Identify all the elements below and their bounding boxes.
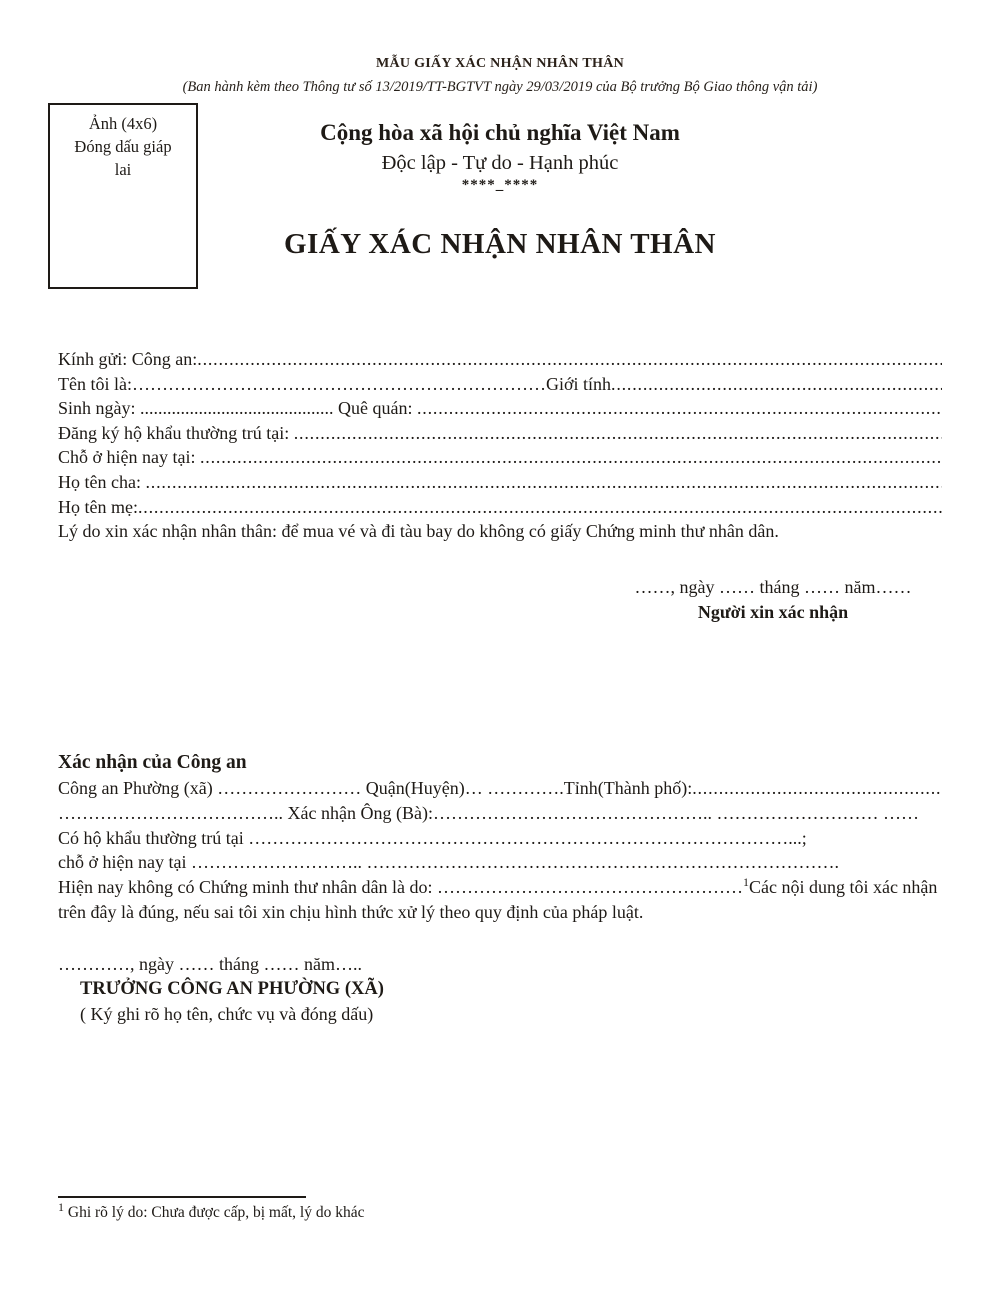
- hometown-blank-line: [417, 396, 942, 421]
- mother-name-blank-line: [138, 495, 942, 520]
- mother-name-label: Họ tên mẹ:: [58, 496, 138, 517]
- field-father-name: [58, 470, 942, 495]
- document-title: GIẤY XÁC NHẬN NHÂN THÂN: [283, 228, 716, 260]
- no-id-reason-text: Hiện nay không có Chứng minh thư nhân dân là do: ……………………………………………: [58, 876, 743, 897]
- police-unit-line: [58, 776, 942, 801]
- field-mother-name: [58, 495, 942, 520]
- field-name-gender: [58, 372, 942, 397]
- no-id-reason-paragraph: [58, 875, 942, 926]
- signature-instruction-note: ( Ký ghi rõ họ tên, chức vụ và đóng dấu): [80, 1003, 374, 1024]
- police-unit-text: Công an Phường (xã) …………………… Quận(Huyện)… ………….Tỉnh(Thành phố):: [58, 777, 693, 798]
- form-template-note: MẪU GIẤY XÁC NHẬN NHÂN THÂN: [375, 56, 625, 71]
- police-signature-block: [58, 952, 942, 1027]
- footnote-reference-mark: 1: [742, 874, 749, 889]
- applicant-date-line: ……, ngày …… tháng …… năm……: [634, 576, 912, 597]
- police-current-residence-line: chỗ ở hiện nay tại ……………………….. …………………………………………………………………….: [58, 852, 839, 873]
- footnote-divider: [58, 1196, 306, 1198]
- field-current-residence: [58, 445, 942, 470]
- country-name: Cộng hòa xã hội chủ nghĩa Việt Nam: [320, 120, 680, 145]
- gender-label: Giới tính: [545, 373, 612, 394]
- current-residence-blank-line: [200, 445, 942, 470]
- recipient-blank-line: [197, 347, 942, 372]
- police-section-heading: Xác nhận của Công an: [58, 751, 247, 773]
- police-permanent-residence-line: Có hộ khẩu thường trú tại ………………………………………………………………………………...;: [58, 827, 807, 848]
- recipient-label: Kính gửi: Công an:: [58, 349, 198, 369]
- father-name-blank-line: [145, 470, 942, 495]
- field-recipient: [58, 347, 942, 372]
- permanent-residence-blank-line: [294, 421, 942, 446]
- applicant-signature-block: [558, 575, 988, 625]
- father-name-label: Họ tên cha:: [58, 471, 146, 492]
- hometown-label: Quê quán:: [338, 398, 417, 419]
- dob-blank-line: ...........................................: [140, 398, 339, 419]
- gender-blank-line: [611, 372, 942, 397]
- province-blank-line: [692, 776, 942, 801]
- header-separator: ****_****: [461, 177, 539, 193]
- photo-box-line: Đóng dấu giáp: [74, 137, 172, 156]
- permanent-residence-label: Đăng ký hộ khẩu thường trú tại:: [58, 422, 294, 443]
- current-residence-label: Chỗ ở hiện nay tại:: [58, 447, 200, 468]
- footnote-text: [58, 1199, 365, 1222]
- national-motto: Độc lập - Tự do - Hạnh phúc: [381, 152, 619, 174]
- field-dob-hometown: [58, 396, 942, 421]
- name-label: Tên tôi là:: [58, 373, 132, 394]
- photo-box-line: Ảnh (4x6): [88, 114, 158, 133]
- photo-box-line: lai: [114, 160, 132, 179]
- issuance-note: (Ban hành kèm theo Thông tư số 13/2019/TT-BGTVT ngày 29/03/2019 của Bộ trưởng Bộ Giao thông vận tải): [182, 79, 818, 95]
- police-chief-title: TRƯỞNG CÔNG AN PHƯỜNG (XÃ): [80, 978, 384, 999]
- reason-statement: Lý do xin xác nhận nhân thân: để mua vé và đi tàu bay do không có giấy Chứng minh thư nhân dân.: [58, 521, 779, 542]
- footnote: [58, 1196, 365, 1222]
- police-confirmation-section: [58, 750, 942, 926]
- form-body: [58, 347, 942, 544]
- confirm-person-line: ……………………………….. Xác nhận Ông (Bà):……………………………………….. ……………………… ……: [58, 803, 919, 824]
- police-date-line: …………, ngày …… tháng …… năm…..: [58, 953, 362, 974]
- legal-responsibility-text: Các nội dung tôi xác nhận trên đây là đúng, nếu sai tôi xin chịu hình thức xử lý theo quy định của pháp luật.: [58, 876, 938, 923]
- dob-label: Sinh ngày:: [58, 398, 141, 419]
- footnote-number: 1: [58, 1199, 64, 1214]
- applicant-signer-title: Người xin xác nhận: [697, 601, 849, 622]
- field-permanent-residence: [58, 421, 942, 446]
- national-header: [58, 120, 942, 194]
- name-blank-line: ……………………………………………………………: [131, 373, 546, 394]
- footnote-body: Ghi rõ lý do: Chưa được cấp, bị mất, lý do khác: [64, 1204, 365, 1221]
